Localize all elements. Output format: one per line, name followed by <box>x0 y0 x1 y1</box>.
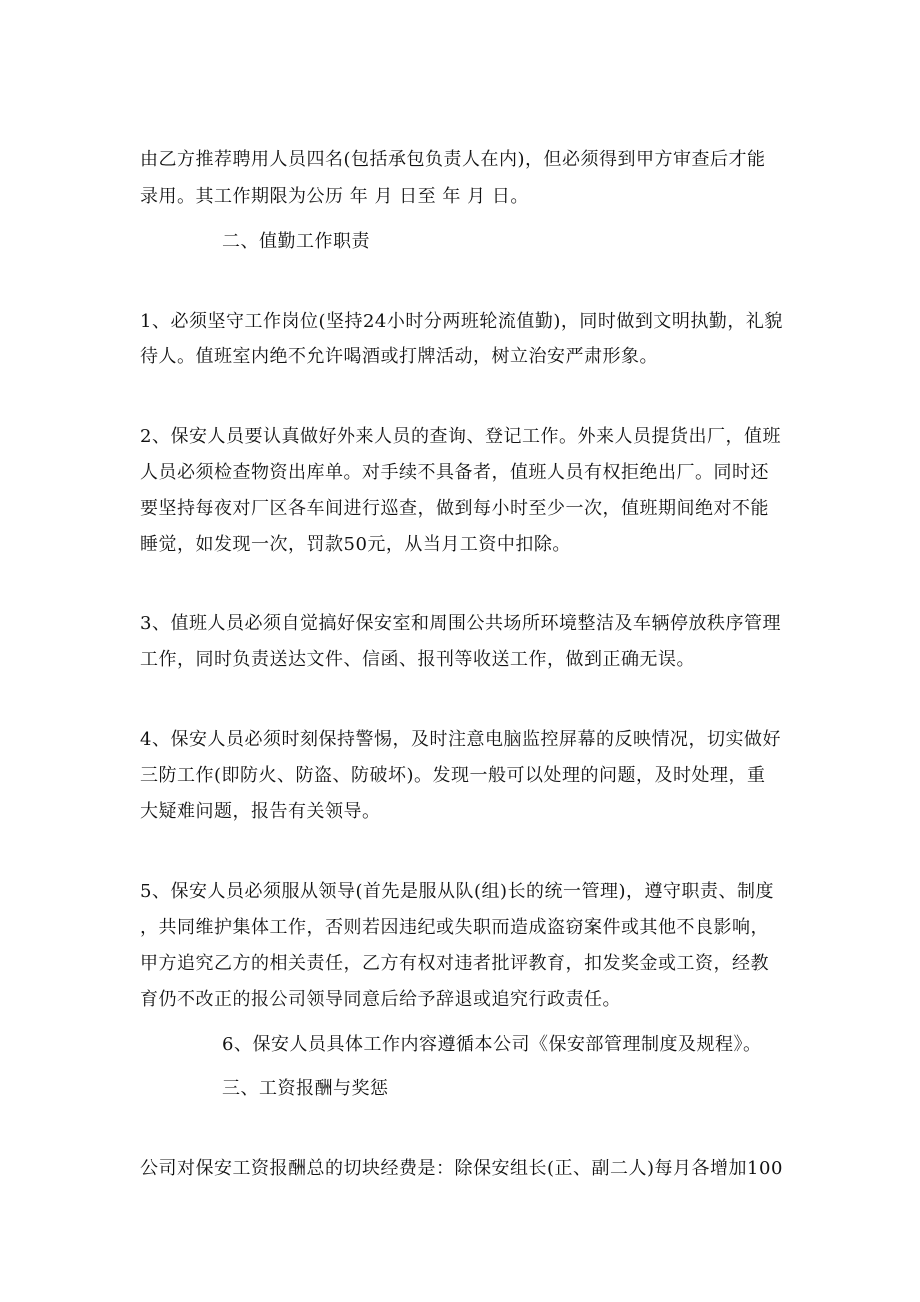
item-6: 6、保安人员具体工作内容遵循本公司《保安部管理制度及规程》。 <box>222 1034 762 1055</box>
item-5-line-3: 甲方追究乙方的相关责任，乙方有权对违者批评教育，扣发奖金或工资，经教 <box>140 953 769 974</box>
item-5-line-4: 育仍不改正的报公司领导同意后给予辞退或追究行政责任。 <box>140 989 621 1010</box>
item-1-line-2: 待人。值班室内绝不允许喝酒或打牌活动，树立治安严肃形象。 <box>140 346 658 367</box>
intro-line-1: 由乙方推荐聘用人员四名(包括承包负责人在内)，但必须得到甲方审查后才能 <box>140 149 766 170</box>
intro-line-2: 录用。其工作期限为公历 年 月 日至 年 月 日。 <box>140 186 529 207</box>
item-5-line-2: ，共同维护集体工作，否则若因违纪或失职而造成盗窃案件或其他不良影响， <box>140 917 769 938</box>
item-3-line-2: 工作，同时负责送达文件、信函、报刊等收送工作，做到正确无误。 <box>140 649 695 670</box>
item-4-line-1: 4、保安人员必须时刻保持警惕，及时注意电脑监控屏幕的反映情况，切实做好 <box>140 729 781 750</box>
item-2-line-4: 睡觉，如发现一次，罚款50元，从当月工资中扣除。 <box>140 534 571 555</box>
item-2-line-2: 人员必须检查物资出库单。对手续不具备者，值班人员有权拒绝出厂。同时还 <box>140 462 769 483</box>
item-5-line-1: 5、保安人员必须服从领导(首先是服从队(组)长的统一管理)，遵守职责、制度 <box>140 881 775 902</box>
item-4-line-2: 三防工作(即防火、防盗、防破坏)。发现一般可以处理的问题，及时处理，重 <box>140 765 766 786</box>
item-1-line-1: 1、必须坚守工作岗位(坚持24小时分两班轮流值勤)，同时做到文明执勤，礼貌 <box>140 311 783 332</box>
item-3-line-1: 3、值班人员必须自觉搞好保安室和周围公共场所环境整洁及车辆停放秩序管理 <box>140 613 781 634</box>
section-heading-duties: 二、值勤工作职责 <box>222 231 370 252</box>
item-4-line-3: 大疑难问题，报告有关领导。 <box>140 801 381 822</box>
salary-line-1: 公司对保安工资报酬总的切块经费是：除保安组长(正、副二人)每月各增加100 <box>140 1158 783 1179</box>
item-2-line-1: 2、保安人员要认真做好外来人员的查询、登记工作。外来人员提货出厂，值班 <box>140 426 781 447</box>
item-2-line-3: 要坚持每夜对厂区各车间进行巡查，做到每小时至少一次，值班期间绝对不能 <box>140 498 769 519</box>
section-heading-salary: 三、工资报酬与奖惩 <box>222 1078 389 1099</box>
